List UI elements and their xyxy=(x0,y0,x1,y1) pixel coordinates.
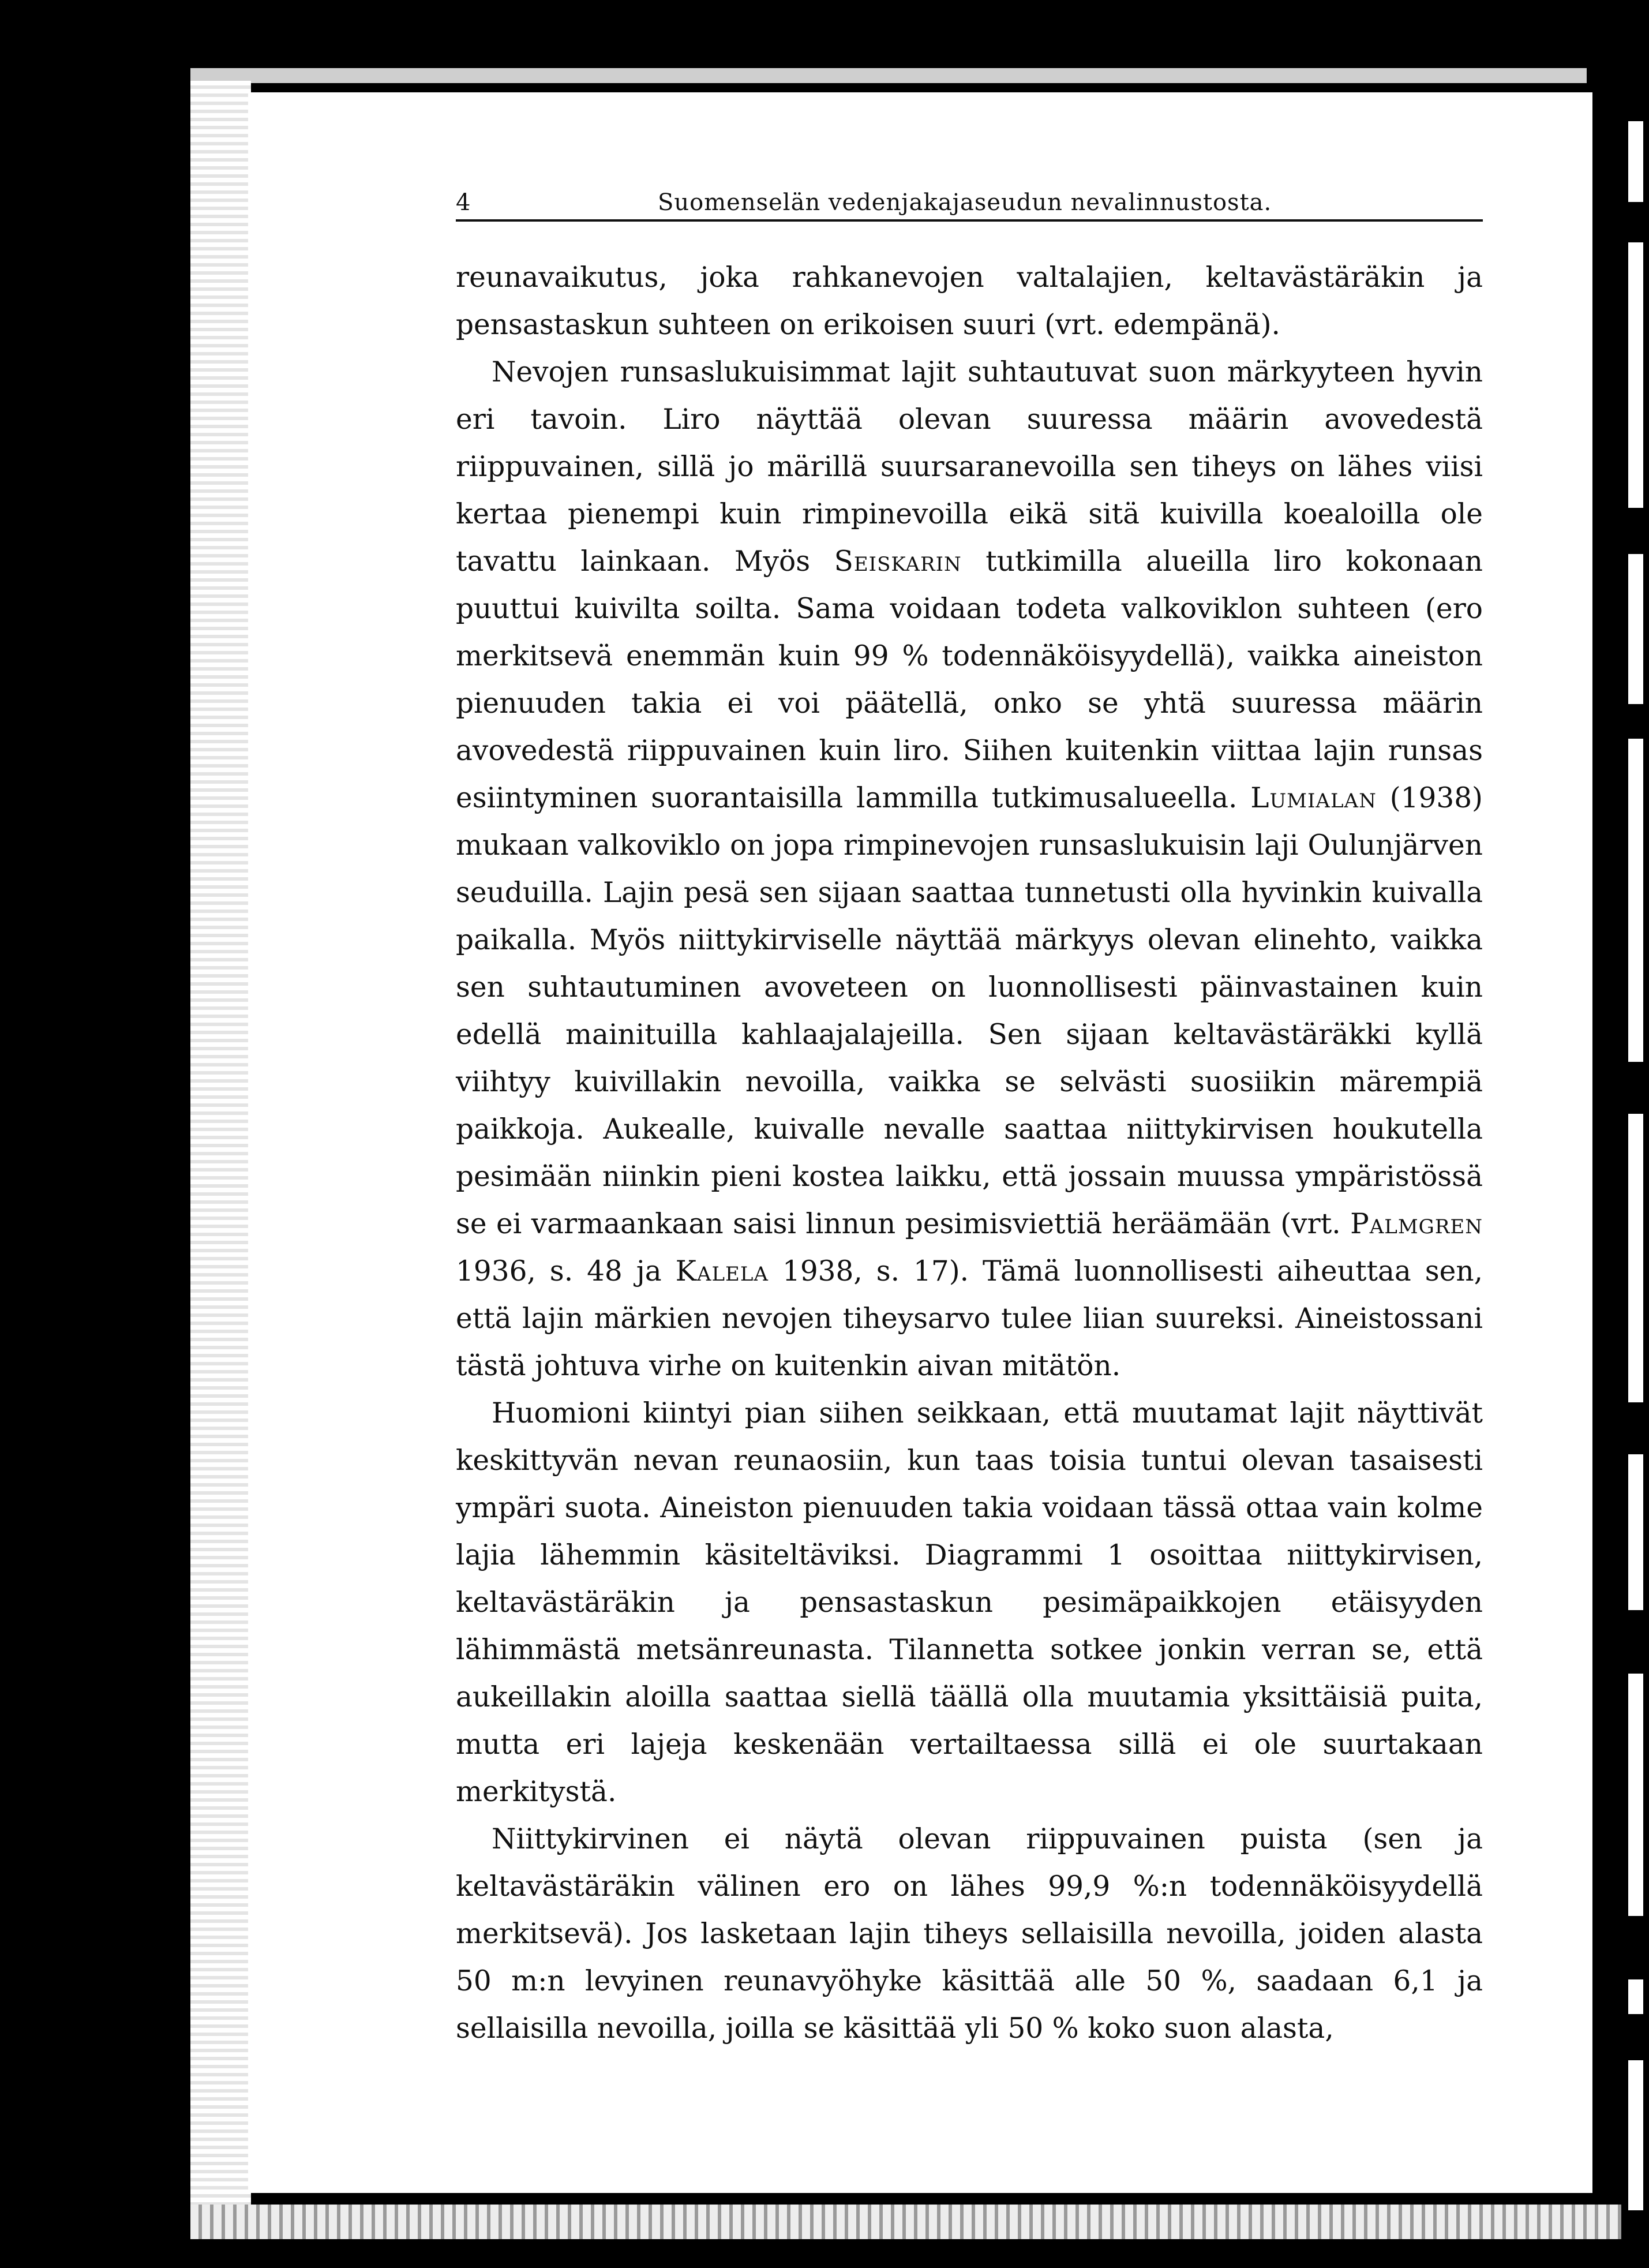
text-run: Huomioni kiintyi pian siihen seikkaan, että muutamat lajit näyttivät keskittyvän nevan reunaosiin, kun taas toisia tuntui olevan tasaisesti ympäri suota. Aineiston pienuuden takia voidaan tässä ottaa vain kolme lajia lähemmin käsiteltäviksi. Diagrammi 1 osoittaa niittykirvisen, keltavästäräkin ja pensastaskun pesimäpaikkojen etäisyyden lähimmästä metsänreunasta. Tilannetta sotkee jonkin verran se, että aukeillakin aloilla saattaa siellä täällä olla muutamia yksittäisiä puita, mutta eri lajeja keskenään vertailtaessa sillä ei ole suurtakaan merkitystä. xyxy=(456,1397,1483,1808)
text-run: (1938) mukaan valkoviklo on jopa rimpinevojen runsaslukuisin laji Oulunjärven seuduilla. Lajin pesä sen sijaan saattaa tunnetusti olla hyvinkin kuivalla paikalla. Myös niittykirviselle näyttää märkyys olevan elinehto, vaikka sen suhtautuminen avoveteen on luonnollisesti päinvastainen kuin edellä mainituilla kahlaajalajeilla. Sen sijaan keltavästäräkki kyllä viihtyy kuivillakin nevoilla, vaikka se selvästi suosiikin märempiä paikkoja. Aukealle, kuivalle nevalle saattaa niittykirvisen houkutella pesimään niinkin pieni kostea laikku, että jossain muussa ympäristössä se ei varmaankaan saisi linnun pesimisviettiä heräämään (vrt. xyxy=(456,782,1483,1240)
page-number: 4 xyxy=(456,189,471,216)
running-title: Suomenselän vedenjakajaseudun nevalinnustosta. xyxy=(658,189,1272,216)
running-header xyxy=(456,179,1483,222)
paragraph xyxy=(456,349,1483,1390)
author-name: Palmgren xyxy=(1350,1208,1483,1240)
author-name: Seiskarin xyxy=(834,545,962,578)
paragraph xyxy=(456,1390,1483,1816)
paragraph xyxy=(456,1816,1483,2052)
scan-right-edge-marks xyxy=(1622,0,1649,2268)
scan-bottom-edge xyxy=(190,2205,1621,2239)
text-run: tutkimilla alueilla liro kokonaan puuttui kuivilta soilta. Sama voidaan todeta valkoviklon suhteen (ero merkitsevä enemmän kuin 99 % todennäköisyydellä), vaikka aineiston pienuuden takia ei voi päätellä, onko se yhtä suuressa määrin avovedestä riippuvainen kuin liro. Siihen kuitenkin viittaa lajin runsas esiintyminen suorantaisilla lammilla tutkimusalueella. xyxy=(456,545,1483,814)
paragraph xyxy=(456,254,1483,349)
page-body xyxy=(456,179,1483,2052)
scan-top-edge xyxy=(190,68,1587,83)
text-run: reunavaikutus, joka rahkanevojen valtalajien, keltavästäräkin ja pensastaskun suhteen on erikoisen suuri (vrt. edempänä). xyxy=(456,261,1483,341)
text-run: 1938, s. 17). Tämä luonnollisesti aiheuttaa sen, että lajin märkien nevojen tiheysarvo tulee liian suureksi. Aineistossani tästä johtuva virhe on kuitenkin aivan mitätön. xyxy=(456,1255,1483,1382)
scan-left-edge xyxy=(190,81,251,2205)
author-name: Kalela xyxy=(675,1255,769,1288)
author-name: Lumialan xyxy=(1250,782,1377,814)
text-run: Niittykirvinen ei näytä olevan riippuvainen puista (sen ja keltavästäräkin välinen ero on lähes 99,9 %:n todennäköisyydellä merkitsevä). Jos lasketaan lajin tiheys sellaisilla nevoilla, joiden alasta 50 m:n levyinen reunavyöhyke käsittää alle 50 %, saadaan 6,1 ja sellaisilla nevoilla, joilla se käsittää yli 50 % koko suon alasta, xyxy=(456,1823,1483,2045)
text-run: 1936, s. 48 ja xyxy=(456,1255,676,1288)
text-run: Nevojen runsaslukuisimmat lajit suhtautuvat suon märkyyteen hyvin eri tavoin. Liro näyttää olevan suuressa määrin avovedestä riippuvainen, sillä jo märillä suursaranevoilla sen tiheys on lähes viisi kertaa pienempi kuin rimpinevoilla eikä sitä kuivilla koealoilla ole tavattu lainkaan. Myös xyxy=(456,356,1483,578)
body-text xyxy=(456,254,1483,2052)
